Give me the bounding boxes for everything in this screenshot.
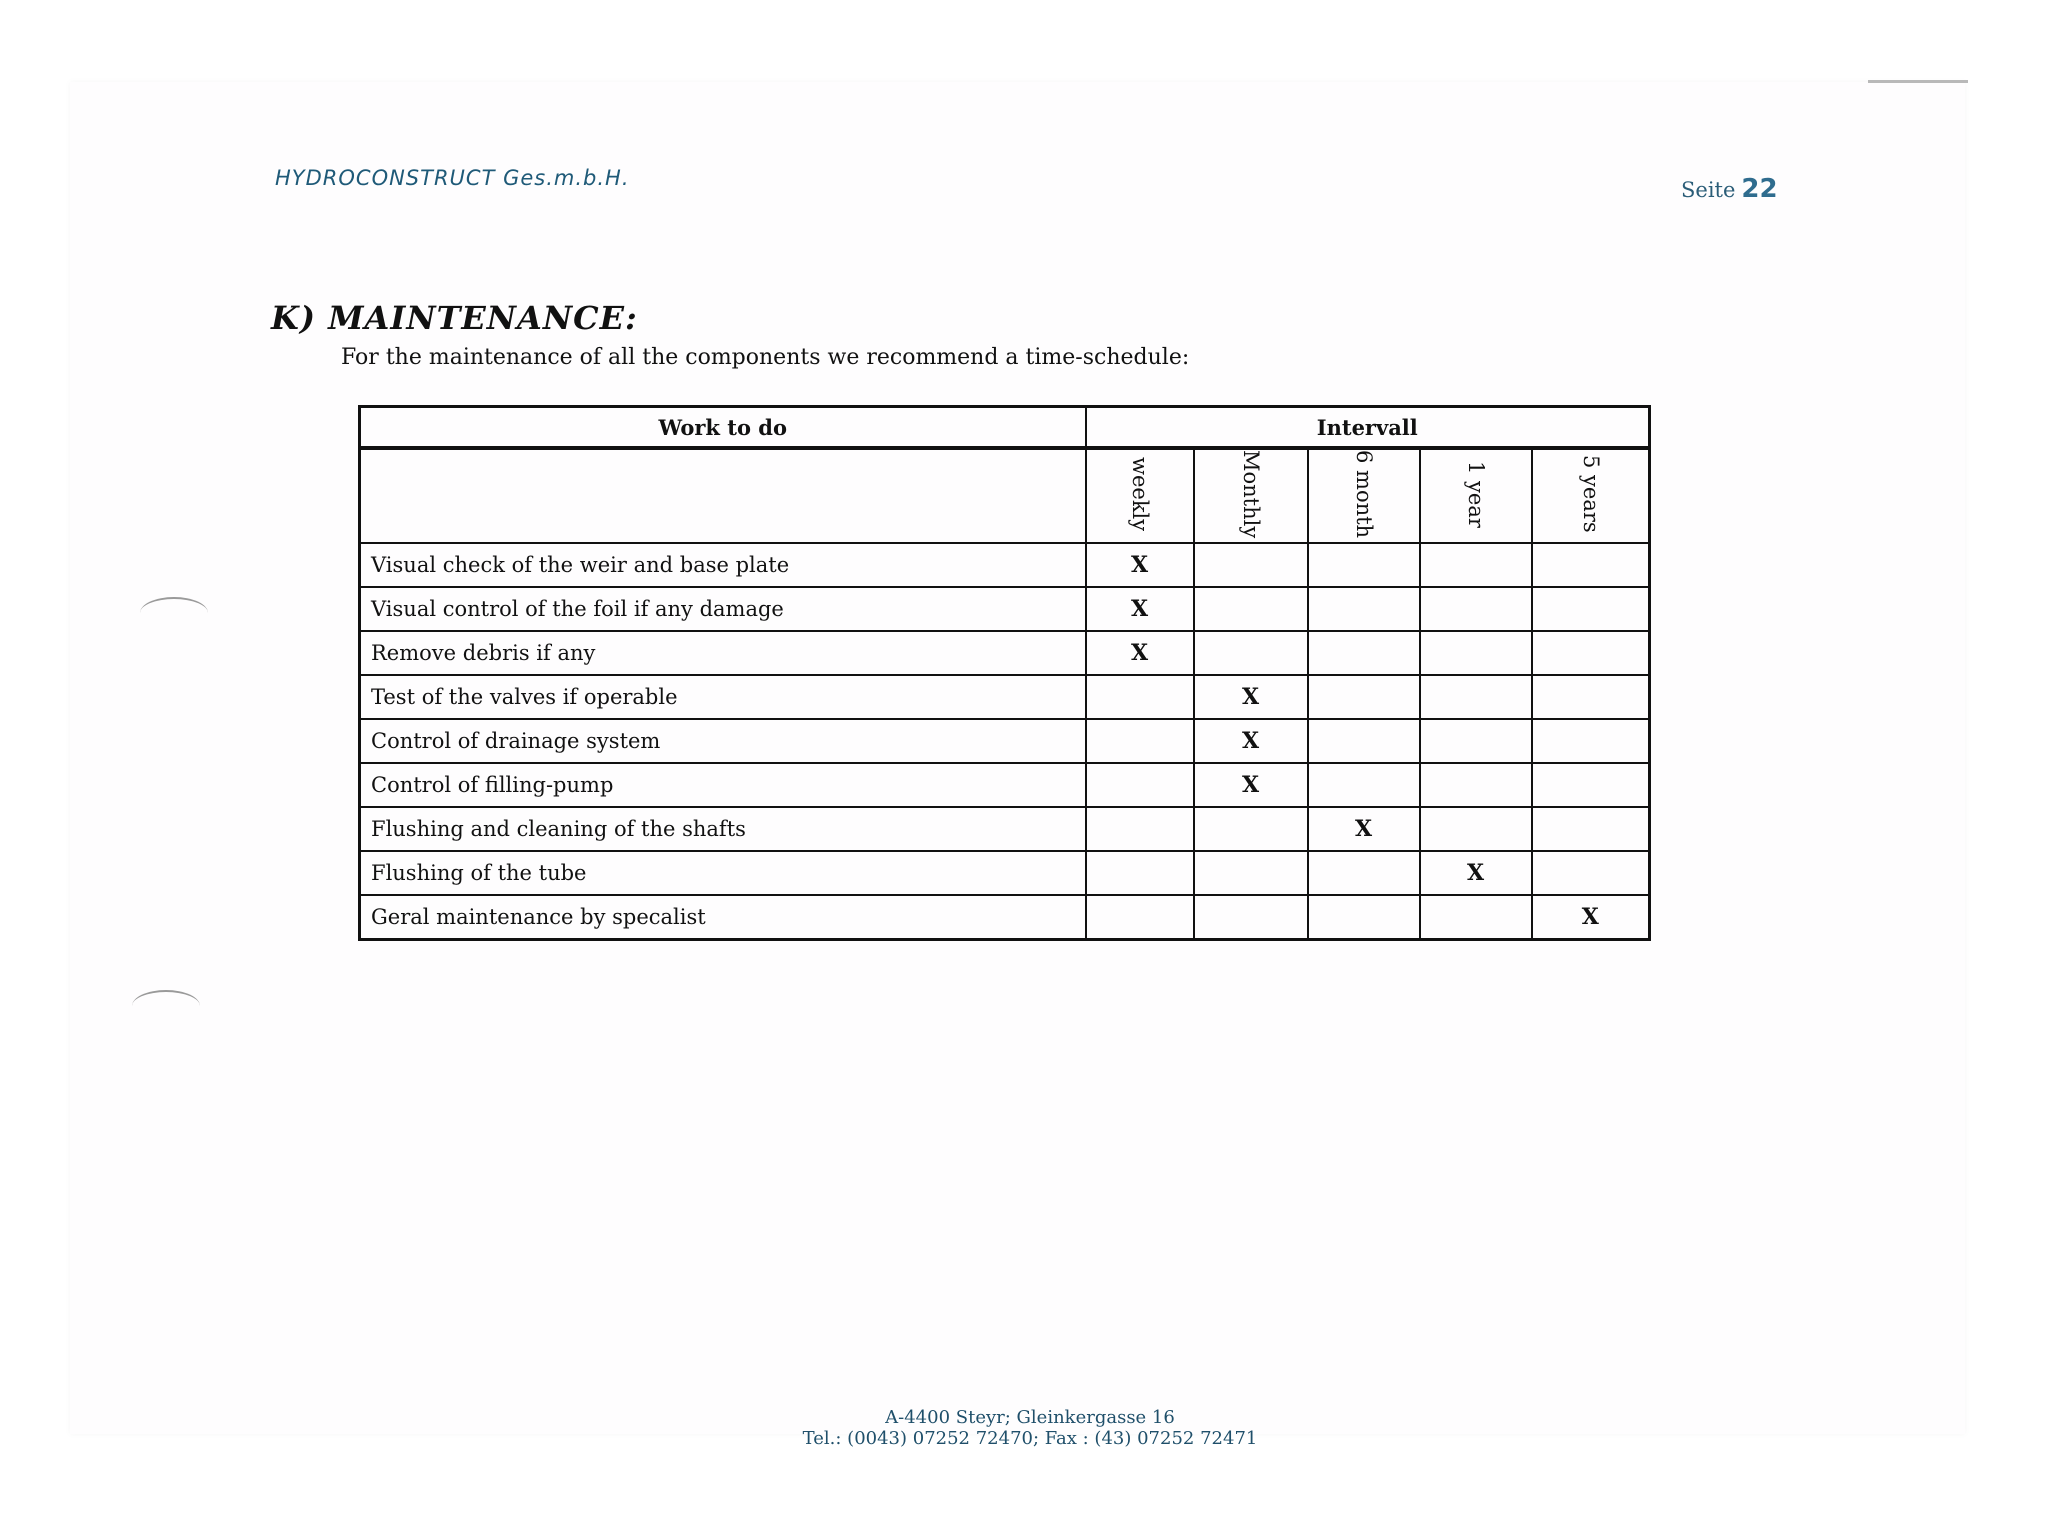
interval-column-header (1194, 448, 1308, 543)
mark-cell (1420, 763, 1532, 807)
mark-cell (1420, 675, 1532, 719)
mark-cell (1086, 763, 1194, 807)
maintenance-schedule-table (358, 405, 1651, 941)
interval-column-header (1086, 448, 1194, 543)
task-cell: Test of the valves if operable (360, 675, 1086, 719)
mark-cell (1532, 807, 1650, 851)
task-cell: Remove debris if any (360, 631, 1086, 675)
mark-cell (1308, 763, 1420, 807)
mark-cell (1194, 587, 1308, 631)
mark-cell (1308, 719, 1420, 763)
interval-label: 1 year (1464, 460, 1488, 528)
task-cell: Geral maintenance by specalist (360, 895, 1086, 940)
mark-cell (1194, 807, 1308, 851)
table-row (360, 895, 1650, 940)
mark-cell (1420, 631, 1532, 675)
mark-cell: X (1532, 895, 1650, 940)
punch-hole-mark (132, 990, 200, 1022)
mark-cell (1420, 543, 1532, 587)
footer-address: A-4400 Steyr; Gleinkergasse 16 (885, 1407, 1175, 1428)
mark-cell (1532, 851, 1650, 895)
interval-header-blank (360, 448, 1086, 543)
page-label: Seite (1681, 178, 1736, 202)
mark-cell (1086, 719, 1194, 763)
scan-edge-mark (1868, 80, 1968, 83)
punch-hole-mark (140, 597, 208, 629)
mark-cell: X (1194, 763, 1308, 807)
table-row (360, 807, 1650, 851)
mark-cell (1420, 587, 1532, 631)
company-name: HYDROCONSTRUCT Ges.m.b.H. (275, 166, 630, 190)
mark-cell (1194, 543, 1308, 587)
mark-cell (1532, 719, 1650, 763)
table-row (360, 719, 1650, 763)
mark-cell: X (1194, 719, 1308, 763)
interval-label: 5 years (1578, 455, 1603, 533)
mark-cell (1532, 763, 1650, 807)
footer-contact: Tel.: (0043) 07252 72470; Fax : (43) 07252 72471 (802, 1428, 1258, 1449)
mark-cell (1194, 631, 1308, 675)
mark-cell (1420, 719, 1532, 763)
mark-cell (1420, 807, 1532, 851)
table-row (360, 587, 1650, 631)
interval-label: Monthly (1239, 450, 1263, 539)
mark-cell (1532, 587, 1650, 631)
mark-cell: X (1194, 675, 1308, 719)
page-number-label (1681, 174, 1778, 204)
table-row (360, 675, 1650, 719)
task-cell: Visual check of the weir and base plate (360, 543, 1086, 587)
task-cell: Control of drainage system (360, 719, 1086, 763)
interval-label: weekly (1128, 457, 1152, 532)
mark-cell (1420, 895, 1532, 940)
mark-cell: X (1086, 631, 1194, 675)
table-row (360, 851, 1650, 895)
mark-cell (1194, 851, 1308, 895)
mark-cell (1086, 807, 1194, 851)
mark-cell: X (1420, 851, 1532, 895)
task-cell: Flushing and cleaning of the shafts (360, 807, 1086, 851)
mark-cell (1308, 587, 1420, 631)
mark-cell (1194, 895, 1308, 940)
mark-cell (1308, 675, 1420, 719)
mark-cell (1308, 631, 1420, 675)
task-cell: Visual control of the foil if any damage (360, 587, 1086, 631)
mark-cell (1086, 675, 1194, 719)
mark-cell: X (1308, 807, 1420, 851)
interval-column-header (1532, 448, 1650, 543)
table-row (360, 631, 1650, 675)
mark-cell (1308, 543, 1420, 587)
mark-cell (1086, 851, 1194, 895)
task-cell: Flushing of the tube (360, 851, 1086, 895)
mark-cell (1532, 631, 1650, 675)
mark-cell: X (1086, 543, 1194, 587)
mark-cell: X (1086, 587, 1194, 631)
mark-cell (1308, 851, 1420, 895)
interval-header: Intervall (1086, 407, 1650, 449)
task-cell: Control of filling-pump (360, 763, 1086, 807)
interval-column-header (1420, 448, 1532, 543)
page-number: 22 (1741, 174, 1778, 204)
mark-cell (1532, 543, 1650, 587)
mark-cell (1532, 675, 1650, 719)
section-intro: For the maintenance of all the components we recommend a time-schedule: (341, 345, 1190, 370)
table-row (360, 763, 1650, 807)
interval-column-header (1308, 448, 1420, 543)
interval-label: 6 month (1352, 450, 1376, 539)
mark-cell (1086, 895, 1194, 940)
mark-cell (1308, 895, 1420, 940)
section-title: K) MAINTENANCE: (271, 299, 638, 337)
work-to-do-header: Work to do (360, 407, 1086, 449)
table-row (360, 543, 1650, 587)
